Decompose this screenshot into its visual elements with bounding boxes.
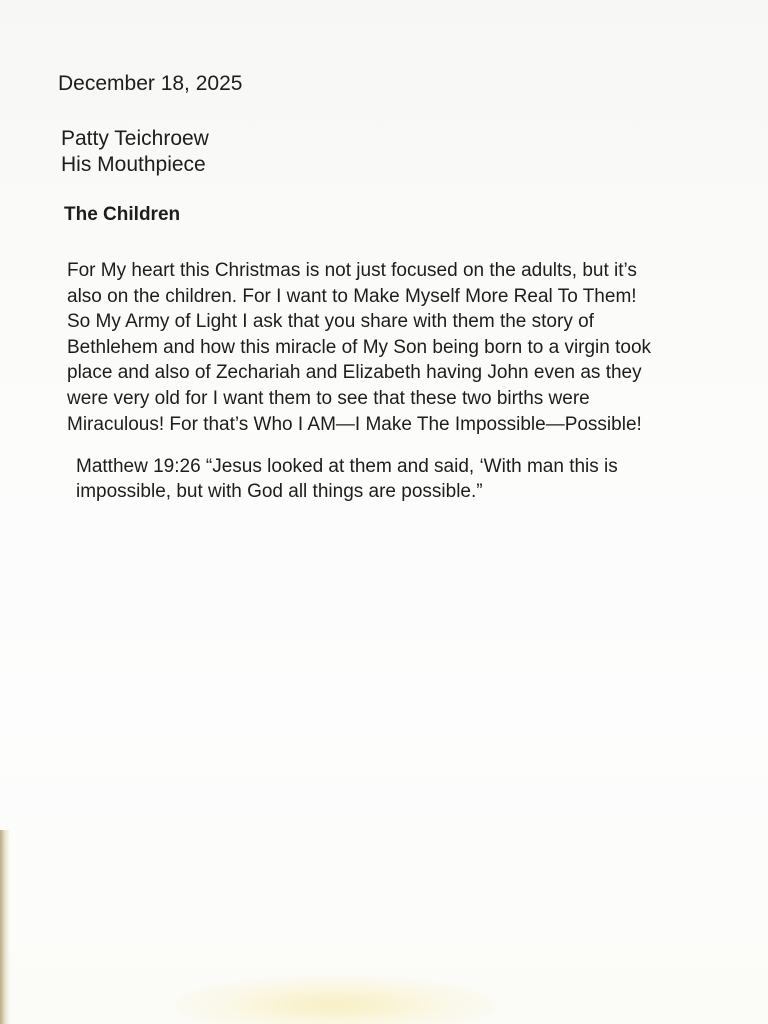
scripture-line: impossible, but with God all things are possible.” <box>76 481 483 502</box>
scripture-line: Matthew 19:26 “Jesus looked at them and said, ‘With man this is <box>76 456 618 477</box>
author-name: Patty Teichroew <box>61 127 209 150</box>
author-role: His Mouthpiece <box>61 153 206 176</box>
body-line: Bethlehem and how this miracle of My Son being born to a virgin took <box>67 336 652 358</box>
body-line: Miraculous! For that’s Who I AM—I Make The Impossible—Possible! <box>67 413 642 435</box>
body-line: were very old for I want them to see that these two births were <box>67 387 590 409</box>
light-glare <box>175 975 495 1024</box>
body-line: So My Army of Light I ask that you share with them the story of <box>67 311 594 333</box>
page-edge-shadow <box>0 830 10 1024</box>
document-date: December 18, 2025 <box>58 72 243 95</box>
scripture-quote <box>76 454 756 504</box>
message-body <box>67 258 757 437</box>
body-line: For My heart this Christmas is not just focused on the adults, but it’s <box>67 260 637 281</box>
body-line: place and also of Zechariah and Elizabeth having John even as they <box>67 362 642 384</box>
body-line: also on the children. For I want to Make Myself More Real To Them! <box>67 285 637 307</box>
author-block <box>61 126 209 178</box>
document-title: The Children <box>64 204 181 225</box>
